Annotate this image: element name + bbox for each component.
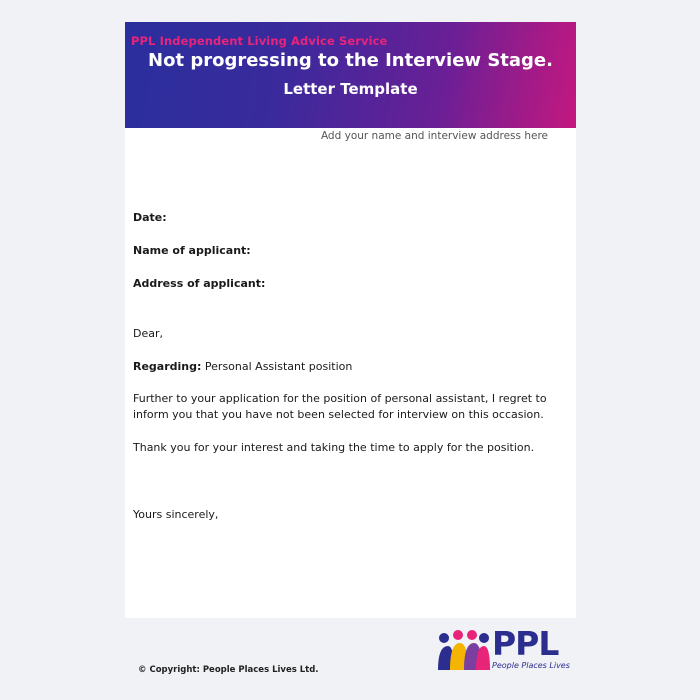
paragraph-2: Thank you for your interest and taking the time to apply for the position. <box>133 441 535 454</box>
applicant-name-label: Name of applicant: <box>133 244 251 257</box>
address-hint: Add your name and interview address here <box>320 130 548 142</box>
people-icon <box>436 626 492 676</box>
regarding-value: Personal Assistant position <box>204 360 353 373</box>
date-label: Date: <box>133 211 167 224</box>
closing: Yours sincerely, <box>133 508 219 521</box>
logo-tagline: People Places Lives <box>492 661 570 670</box>
page-subtitle: Letter Template <box>283 80 418 98</box>
applicant-address-label: Address of applicant: <box>133 277 266 290</box>
paragraph-1-line-1: Further to your application for the position of personal assistant, I regret to <box>133 392 547 405</box>
salutation: Dear, <box>133 327 163 340</box>
page-title: Not progressing to the Interview Stage. <box>148 50 553 71</box>
logo-wordmark: PPL <box>492 624 559 663</box>
regarding-label: Regarding: <box>133 360 202 373</box>
header-banner <box>125 22 576 128</box>
ppl-logo <box>436 626 586 676</box>
letter-page <box>125 22 576 618</box>
copyright-text: © Copyright: People Places Lives Ltd. <box>138 665 319 675</box>
regarding-line <box>133 359 352 375</box>
service-name: PPL Independent Living Advice Service <box>131 34 388 48</box>
paragraph-1-line-2: inform you that you have not been selected for interview on this occasion. <box>133 408 544 421</box>
